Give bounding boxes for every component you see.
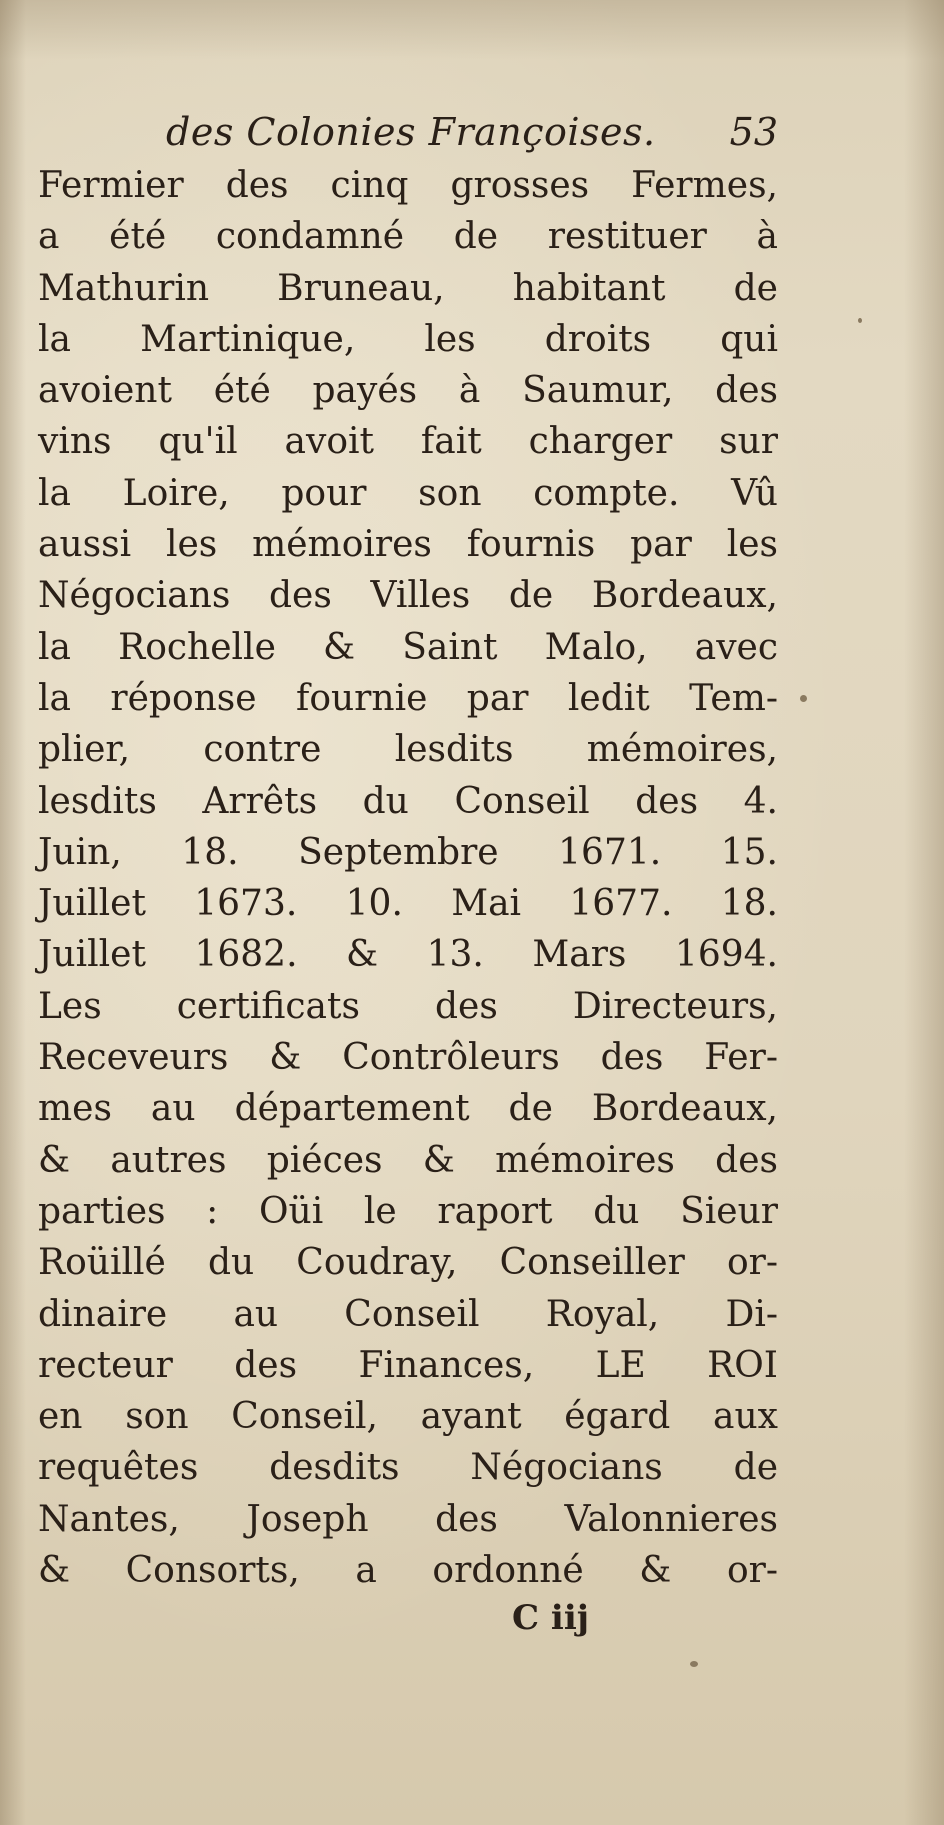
body-text xyxy=(38,160,778,1596)
text-line: vins qu'il avoit fait charger sur xyxy=(38,421,778,463)
text-line: lesdits Arrêts du Conseil des 4. xyxy=(38,780,778,822)
text-line: & Consorts, a ordonné & or- xyxy=(38,1550,778,1592)
text-line: & autres piéces & mémoires des xyxy=(38,1139,778,1181)
ink-speck xyxy=(690,1661,698,1667)
text-line: Juillet 1682. & 13. Mars 1694. xyxy=(38,934,778,976)
ink-speck xyxy=(800,695,807,702)
text-line: Receveurs & Contrôleurs des Fer- xyxy=(38,1037,778,1079)
page-shadow-top xyxy=(0,0,944,60)
text-line: dinaire au Conseil Royal, Di- xyxy=(38,1293,778,1335)
running-head-title: des Colonies Françoises. xyxy=(166,110,656,154)
text-line: la Rochelle & Saint Malo, avec xyxy=(38,626,778,668)
text-line: requêtes desdits Négocians de xyxy=(38,1447,778,1489)
text-line: parties : Oüi le raport du Sieur xyxy=(38,1190,778,1232)
text-line: Roüillé du Coudray, Conseiller or- xyxy=(38,1242,778,1284)
ink-speck xyxy=(858,318,862,323)
signature-row xyxy=(38,1598,778,1648)
text-line: a été condamné de restituer à xyxy=(38,216,778,258)
text-line: Négocians des Villes de Bordeaux, xyxy=(38,575,778,617)
text-line: Juin, 18. Septembre 1671. 15. xyxy=(38,831,778,873)
signature-mark: C iij xyxy=(512,1598,590,1639)
running-head xyxy=(38,110,778,160)
page-shadow-left xyxy=(0,0,26,1825)
text-line: en son Conseil, ayant égard aux xyxy=(38,1396,778,1438)
page-shadow-right xyxy=(904,0,944,1825)
text-line: recteur des Finances, LE ROI xyxy=(38,1344,778,1386)
text-line: la Loire, pour son compte. Vû xyxy=(38,472,778,514)
text-line: la Martinique, les droits qui xyxy=(38,318,778,360)
text-line: avoient été payés à Saumur, des xyxy=(38,370,778,412)
text-line: Les certificats des Directeurs, xyxy=(38,985,778,1027)
text-line: la réponse fournie par ledit Tem- xyxy=(38,677,778,719)
text-line: plier, contre lesdits mémoires, xyxy=(38,729,778,771)
text-line: Juillet 1673. 10. Mai 1677. 18. xyxy=(38,883,778,925)
text-line: Fermier des cinq grosses Fermes, xyxy=(38,165,778,206)
text-line: mes au département de Bordeaux, xyxy=(38,1088,778,1130)
text-line: aussi les mémoires fournis par les xyxy=(38,524,778,566)
text-block xyxy=(38,110,778,1648)
page-number: 53 xyxy=(729,110,778,154)
text-line: Nantes, Joseph des Valonnieres xyxy=(38,1498,778,1540)
text-line: Mathurin Bruneau, habitant de xyxy=(38,267,778,309)
